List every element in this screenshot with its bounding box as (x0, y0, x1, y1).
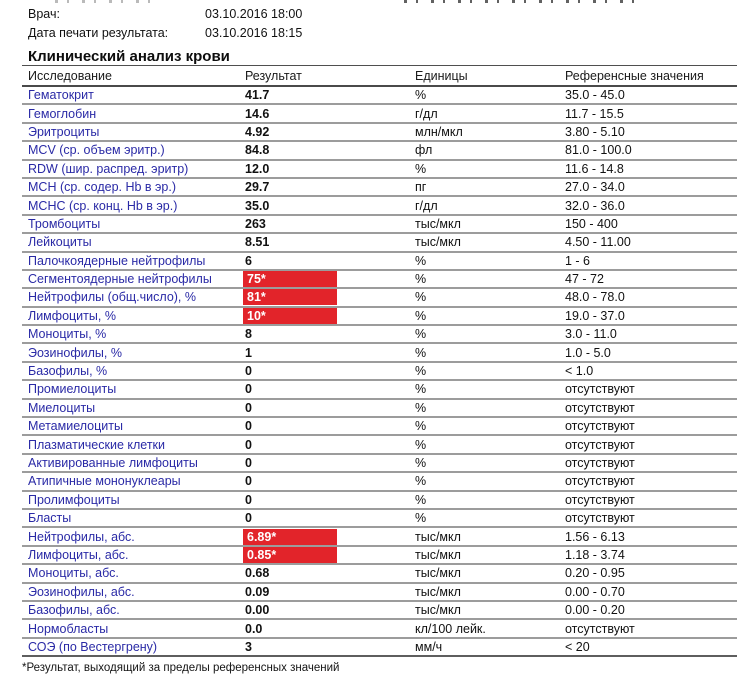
test-name-cell: MCHC (ср. конц. Hb в эр.) (28, 198, 178, 213)
result-cell: 12.0 (245, 161, 270, 176)
header-units: Единицы (415, 68, 468, 83)
test-name-cell: Атипичные мононуклеары (28, 474, 181, 489)
result-cell: 0.68 (245, 566, 270, 581)
test-name-cell: RDW (шир. распред. эритр) (28, 161, 189, 176)
result-cell: 29.7 (245, 180, 270, 195)
table-row (22, 565, 737, 583)
units-cell: % (415, 161, 427, 176)
table-row (22, 124, 737, 142)
table-row (22, 105, 737, 123)
test-name-cell: Лимфоциты, % (28, 308, 116, 323)
result-cell: 41.7 (245, 88, 270, 103)
section-title: Клинический анализ крови (28, 48, 230, 65)
reference-range-cell: отсутствуют (565, 511, 635, 526)
test-name-cell: Тромбоциты (28, 216, 101, 231)
table-row (22, 234, 737, 252)
reference-range-cell: 32.0 - 36.0 (565, 198, 625, 213)
reference-range-cell: 81.0 - 100.0 (565, 143, 632, 158)
test-name-cell: Плазматические клетки (28, 437, 166, 452)
print-date-label: Дата печати результата: (28, 26, 169, 40)
reference-range-cell: 11.7 - 15.5 (565, 106, 624, 121)
result-cell: 0 (245, 492, 252, 507)
results-table (22, 65, 737, 657)
units-cell: % (415, 382, 427, 397)
print-date-value: 03.10.2016 18:15 (205, 26, 303, 40)
reference-range-cell: 150 - 400 (565, 216, 618, 231)
doctor-row (28, 5, 750, 24)
reference-range-cell: 4.50 - 11.00 (565, 235, 631, 250)
units-cell: % (415, 419, 427, 434)
reference-footnote: *Результат, выходящий за пределы референсных значений (22, 662, 340, 675)
reference-range-cell: отсутствуют (565, 492, 635, 507)
reference-range-cell: 11.6 - 14.8 (565, 161, 624, 176)
result-cell: 0 (245, 474, 252, 489)
report-meta (0, 0, 750, 43)
doctor-datetime: 03.10.2016 18:00 (205, 7, 303, 21)
units-cell: % (415, 492, 427, 507)
units-cell: % (415, 511, 427, 526)
table-row (22, 344, 737, 362)
result-cell: 0.0 (245, 621, 263, 636)
reference-range-cell: 27.0 - 34.0 (565, 180, 625, 195)
table-row (22, 400, 737, 418)
result-cell (240, 308, 410, 324)
out-of-range-result-badge: 6.89* (243, 529, 337, 545)
units-cell: % (415, 345, 427, 360)
reference-range-cell: 1.56 - 6.13 (565, 529, 625, 544)
table-row (22, 179, 737, 197)
test-name-cell: Базофилы, абс. (28, 603, 120, 618)
reference-range-cell: отсутствуют (565, 474, 635, 489)
test-name-cell: Эозинофилы, абс. (28, 584, 135, 599)
units-cell: % (415, 253, 427, 268)
table-row (22, 326, 737, 344)
table-row (22, 216, 737, 234)
table-row (22, 473, 737, 491)
units-cell: тыс/мкл (415, 216, 461, 231)
test-name-cell: MCV (ср. объем эритр.) (28, 143, 165, 158)
test-name-cell: Нейтрофилы (общ.число), % (28, 290, 196, 305)
reference-range-cell: 1.0 - 5.0 (565, 345, 611, 360)
units-cell: млн/мкл (415, 124, 463, 139)
units-cell: тыс/мкл (415, 603, 461, 618)
result-cell: 0 (245, 364, 252, 379)
result-cell: 0 (245, 437, 252, 452)
out-of-range-result-badge: 81* (243, 289, 337, 305)
test-name-cell: Эозинофилы, % (28, 345, 122, 360)
result-cell: 84.8 (245, 143, 270, 158)
result-cell: 1 (245, 345, 252, 360)
clipped-previous-line-fragment (55, 0, 150, 3)
reference-range-cell: отсутствуют (565, 400, 635, 415)
table-row (22, 87, 737, 105)
table-row (22, 620, 737, 638)
result-cell: 263 (245, 216, 266, 231)
table-row (22, 253, 737, 271)
result-cell: 4.92 (245, 124, 270, 139)
result-cell: 0.09 (245, 584, 270, 599)
test-name-cell: Метамиелоциты (28, 419, 123, 434)
reference-range-cell: < 1.0 (565, 364, 594, 379)
table-row (22, 142, 737, 160)
table-row (22, 161, 737, 179)
units-cell: г/дл (415, 106, 438, 121)
result-cell: 35.0 (245, 198, 270, 213)
result-cell (240, 529, 410, 545)
test-name-cell: Пролимфоциты (28, 492, 120, 507)
table-row (22, 289, 737, 307)
reference-range-cell: 3.0 - 11.0 (565, 327, 617, 342)
units-cell: фл (415, 143, 433, 158)
test-name-cell: СОЭ (по Вестергрену) (28, 639, 158, 654)
table-row (22, 455, 737, 473)
units-cell: % (415, 327, 427, 342)
units-cell: г/дл (415, 198, 438, 213)
result-cell: 0 (245, 456, 252, 470)
reference-range-cell: 0.00 - 0.70 (565, 584, 625, 599)
test-name-cell: Миелоциты (28, 400, 96, 415)
units-cell: % (415, 437, 427, 452)
reference-range-cell: 3.80 - 5.10 (565, 124, 625, 139)
units-cell: тыс/мкл (415, 547, 461, 562)
units-cell: тыс/мкл (415, 566, 461, 581)
test-name-cell: Сегментоядерные нейтрофилы (28, 272, 212, 287)
table-row (22, 271, 737, 289)
result-cell: 0 (245, 382, 252, 397)
table-row (22, 528, 737, 546)
reference-range-cell: 1 - 6 (565, 253, 591, 268)
reference-range-cell: 48.0 - 78.0 (565, 290, 625, 305)
units-cell: % (415, 456, 427, 470)
out-of-range-result-badge: 0.85* (243, 547, 337, 563)
result-cell: 0.00 (245, 603, 270, 618)
result-cell: 14.6 (245, 106, 270, 121)
reference-range-cell: 47 - 72 (565, 272, 604, 287)
table-row (22, 436, 737, 454)
table-row (22, 602, 737, 620)
reference-range-cell: отсутствуют (565, 437, 635, 452)
result-cell: 8.51 (245, 235, 270, 250)
test-name-cell: Моноциты, % (28, 327, 107, 342)
table-row (22, 584, 737, 602)
units-cell: % (415, 272, 427, 287)
out-of-range-result-badge: 10* (243, 308, 337, 324)
units-cell: % (415, 364, 427, 379)
test-name-cell: Гемоглобин (28, 106, 97, 121)
table-body (22, 87, 737, 657)
test-name-cell: Лимфоциты, абс. (28, 547, 129, 562)
reference-range-cell: 35.0 - 45.0 (565, 88, 625, 103)
units-cell: % (415, 308, 427, 323)
reference-range-cell: 0.20 - 0.95 (565, 566, 625, 581)
test-name-cell: Базофилы, % (28, 364, 108, 379)
result-cell: 0 (245, 511, 252, 526)
header-reference: Референсные значения (565, 68, 704, 83)
reference-range-cell: отсутствуют (565, 382, 635, 397)
header-test: Исследование (28, 68, 112, 83)
reference-range-cell: отсутствуют (565, 621, 635, 636)
test-name-cell: Моноциты, абс. (28, 566, 119, 581)
reference-range-cell: 19.0 - 37.0 (565, 308, 625, 323)
table-row (22, 308, 737, 326)
units-cell: пг (415, 180, 427, 195)
units-cell: тыс/мкл (415, 235, 461, 250)
units-cell: % (415, 290, 427, 305)
table-row (22, 639, 737, 657)
result-cell: 0 (245, 400, 252, 415)
test-name-cell: Нейтрофилы, абс. (28, 529, 135, 544)
test-name-cell: Эритроциты (28, 124, 100, 139)
table-row (22, 197, 737, 215)
result-cell (240, 271, 410, 287)
result-cell (240, 289, 410, 305)
table-row (22, 381, 737, 399)
doctor-label: Врач: (28, 7, 60, 21)
units-cell: тыс/мкл (415, 529, 461, 544)
result-cell: 8 (245, 327, 252, 342)
units-cell: % (415, 400, 427, 415)
test-name-cell: Промиелоциты (28, 382, 117, 397)
result-cell: 0 (245, 419, 252, 434)
table-row (22, 492, 737, 510)
test-name-cell: MCH (ср. содер. Hb в эр.) (28, 180, 176, 195)
units-cell: тыс/мкл (415, 584, 461, 599)
units-cell: мм/ч (415, 639, 443, 654)
table-row (22, 363, 737, 381)
table-row (22, 510, 737, 528)
test-name-cell: Бласты (28, 511, 72, 526)
test-name-cell: Нормобласты (28, 621, 109, 636)
reference-range-cell: 0.00 - 0.20 (565, 603, 625, 618)
result-cell (240, 547, 410, 563)
reference-range-cell: отсутствуют (565, 456, 635, 470)
print-date-row (28, 24, 750, 43)
test-name-cell: Активированные лимфоциты (28, 456, 198, 470)
test-name-cell: Гематокрит (28, 88, 94, 103)
clipped-previous-line-fragment (404, 0, 636, 3)
units-cell: % (415, 474, 427, 489)
table-row (22, 547, 737, 565)
reference-range-cell: отсутствуют (565, 419, 635, 434)
out-of-range-result-badge: 75* (243, 271, 337, 287)
table-header-row (22, 66, 737, 87)
header-result: Результат (245, 68, 302, 83)
result-cell: 6 (245, 253, 252, 268)
reference-range-cell: < 20 (565, 639, 590, 654)
table-row (22, 418, 737, 436)
reference-range-cell: 1.18 - 3.74 (565, 547, 625, 562)
test-name-cell: Лейкоциты (28, 235, 92, 250)
units-cell: % (415, 88, 427, 103)
result-cell: 3 (245, 639, 252, 654)
units-cell: кл/100 лейк. (415, 621, 486, 636)
test-name-cell: Палочкоядерные нейтрофилы (28, 253, 206, 268)
